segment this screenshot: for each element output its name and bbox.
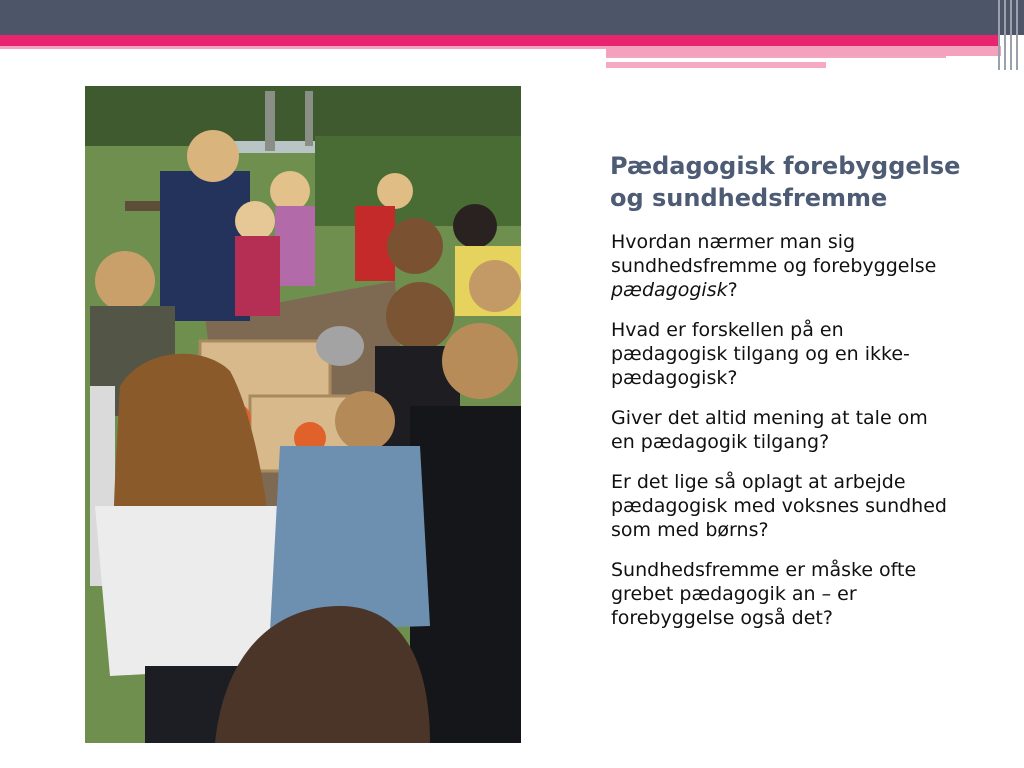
bullet-line: Giver det altid mening at tale om bbox=[611, 407, 928, 429]
pink-stripe-low bbox=[606, 62, 826, 68]
bullet-tail: ? bbox=[727, 279, 738, 301]
bullet-item bbox=[611, 406, 991, 454]
slide-title-line-2: og sundhedsfremme bbox=[610, 184, 888, 212]
bullet-line bbox=[611, 278, 991, 302]
bullet-line: Hvad er forskellen på en bbox=[611, 319, 844, 341]
bullet-line: pædagogisk tilgang og en ikke- bbox=[611, 343, 910, 365]
slide-photo bbox=[85, 86, 521, 743]
top-header-bar bbox=[0, 0, 1024, 35]
pink-stripe-light bbox=[0, 46, 606, 49]
bullet-line: pædagogisk med voksnes sundhed bbox=[611, 495, 947, 517]
bullet-line: som med børns? bbox=[611, 519, 769, 541]
bullet-item bbox=[611, 230, 991, 302]
bullet-item bbox=[611, 558, 991, 630]
decorative-edge-lines bbox=[994, 0, 1024, 70]
bullet-item bbox=[611, 470, 991, 542]
slide-title bbox=[610, 150, 990, 214]
bullet-line: forebyggelse også det? bbox=[611, 607, 833, 629]
bullet-line: en pædagogik tilgang? bbox=[611, 431, 830, 453]
bullet-item bbox=[611, 318, 991, 390]
pink-stripe bbox=[0, 35, 1000, 46]
pink-stripe-thin bbox=[606, 56, 946, 58]
bullet-line: Hvordan nærmer man sig bbox=[611, 231, 856, 253]
bullet-emphasis: pædagogisk bbox=[611, 279, 728, 301]
pink-stripe-extension bbox=[606, 46, 1001, 56]
bullet-line: grebet pædagogik an – er bbox=[611, 583, 857, 605]
slide-title-line-1: Pædagogisk forebyggelse bbox=[610, 152, 961, 180]
bullet-line: sundhedsfremme og forebyggelse bbox=[611, 255, 937, 277]
bullet-line: pædagogisk? bbox=[611, 367, 738, 389]
bullet-line: Er det lige så oplagt at arbejde bbox=[611, 471, 906, 493]
slide-bullet-list bbox=[611, 230, 991, 646]
bullet-line: Sundhedsfremme er måske ofte bbox=[611, 559, 917, 581]
